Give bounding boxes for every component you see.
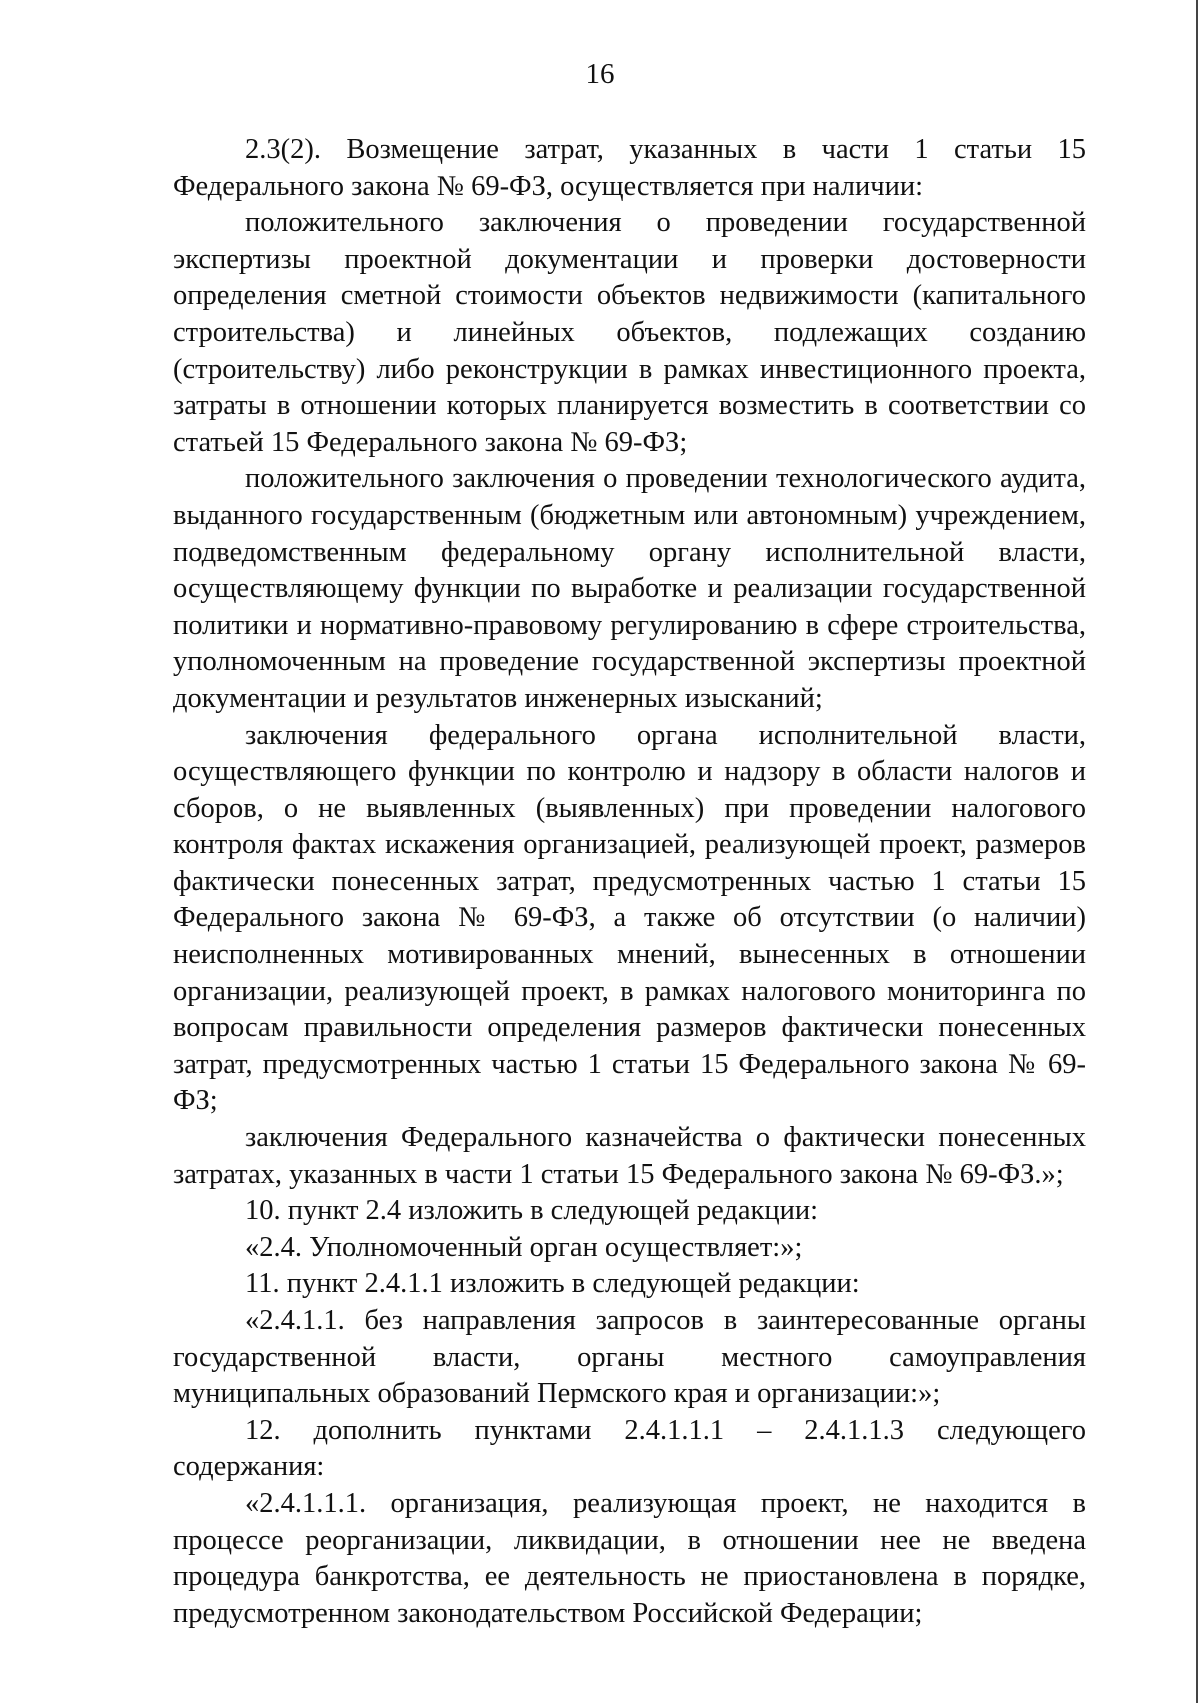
- paragraph-treasury-conclusion: заключения Федерального казначейства о фактически понесенных затратах, указанных в части 1 статьи 15 Федерального закона № 69-ФЗ.»;: [173, 1122, 1086, 1190]
- paragraph-2-4-1-1-text: «2.4.1.1. без направления запросов в заинтересованные органы государственной власти, органы местного самоуправления муниципальных образований Пермского края и организации:»;: [173, 1305, 1086, 1410]
- paragraph-2-4-1-1-1-text: «2.4.1.1.1. организация, реализующая проект, не находится в процессе реорганизации, ликвидации, в отношении нее не введена процедура банкротства, ее деятельность не приостановлена в порядке, предусмотренном законодательством Российской Федерации;: [173, 1487, 1086, 1629]
- paragraph-expertise-conclusion: положительного заключения о проведении государственной экспертизы проектной документации и проверки достоверности определения сметной стоимости объектов недвижимости (капитального строительства) и линейных объектов, подлежащих созданию (строительству) либо реконструкции в рамках инвестиционного проекта, затраты в отношении которых планируется возместить в соответствии со статьей 15 Федерального закона № 69-ФЗ;: [173, 207, 1086, 458]
- paragraph-2-3-2: 2.3(2). Возмещение затрат, указанных в части 1 статьи 15 Федерального закона № 69-ФЗ, осуществляется при наличии:: [173, 134, 1086, 202]
- paragraph-technology-audit: положительного заключения о проведении технологического аудита, выданного государственным (бюджетным или автономным) учреждением, подведомственным федеральному органу исполнительной власти, осуществляющему функции по выработке и реализации государственной политики и нормативно-правовому регулированию в сфере строительства, уполномоченным на проведение государственной экспертизы проектной документации и результатов инженерных изысканий;: [173, 463, 1086, 714]
- paragraph-tax-authority-conclusion: заключения федерального органа исполнительной власти, осуществляющего функции по контролю и надзору в области налогов и сборов, о не выявленных (выявленных) при проведении налогового контроля фактах искажения организацией, реализующей проект, размеров фактически понесенных затрат, предусмотренных частью 1 статьи 15 Федерального закона № 69-ФЗ, а также об отсутствии (о наличии) неисполненных мотивированных мнений, вынесенных в отношении организации, реализующей проект, в рамках налогового мониторинга по вопросам правильности определения размеров фактически понесенных затрат, предусмотренных частью 1 статьи 15 Федерального закона № 69-ФЗ;: [173, 719, 1086, 1117]
- paragraph-item-11: 11. пункт 2.4.1.1 изложить в следующей редакции:: [245, 1268, 860, 1300]
- document-body: [173, 132, 1086, 1632]
- paragraph-item-12: 12. дополнить пунктами 2.4.1.1.1 – 2.4.1.1.3 следующего содержания:: [173, 1414, 1086, 1483]
- paragraph-2-4-text: «2.4. Уполномоченный орган осуществляет:»;: [245, 1231, 803, 1263]
- page-edge-line: [1196, 0, 1198, 1703]
- page-number: 16: [585, 58, 615, 90]
- paragraph-item-10: 10. пункт 2.4 изложить в следующей редакции:: [245, 1195, 819, 1227]
